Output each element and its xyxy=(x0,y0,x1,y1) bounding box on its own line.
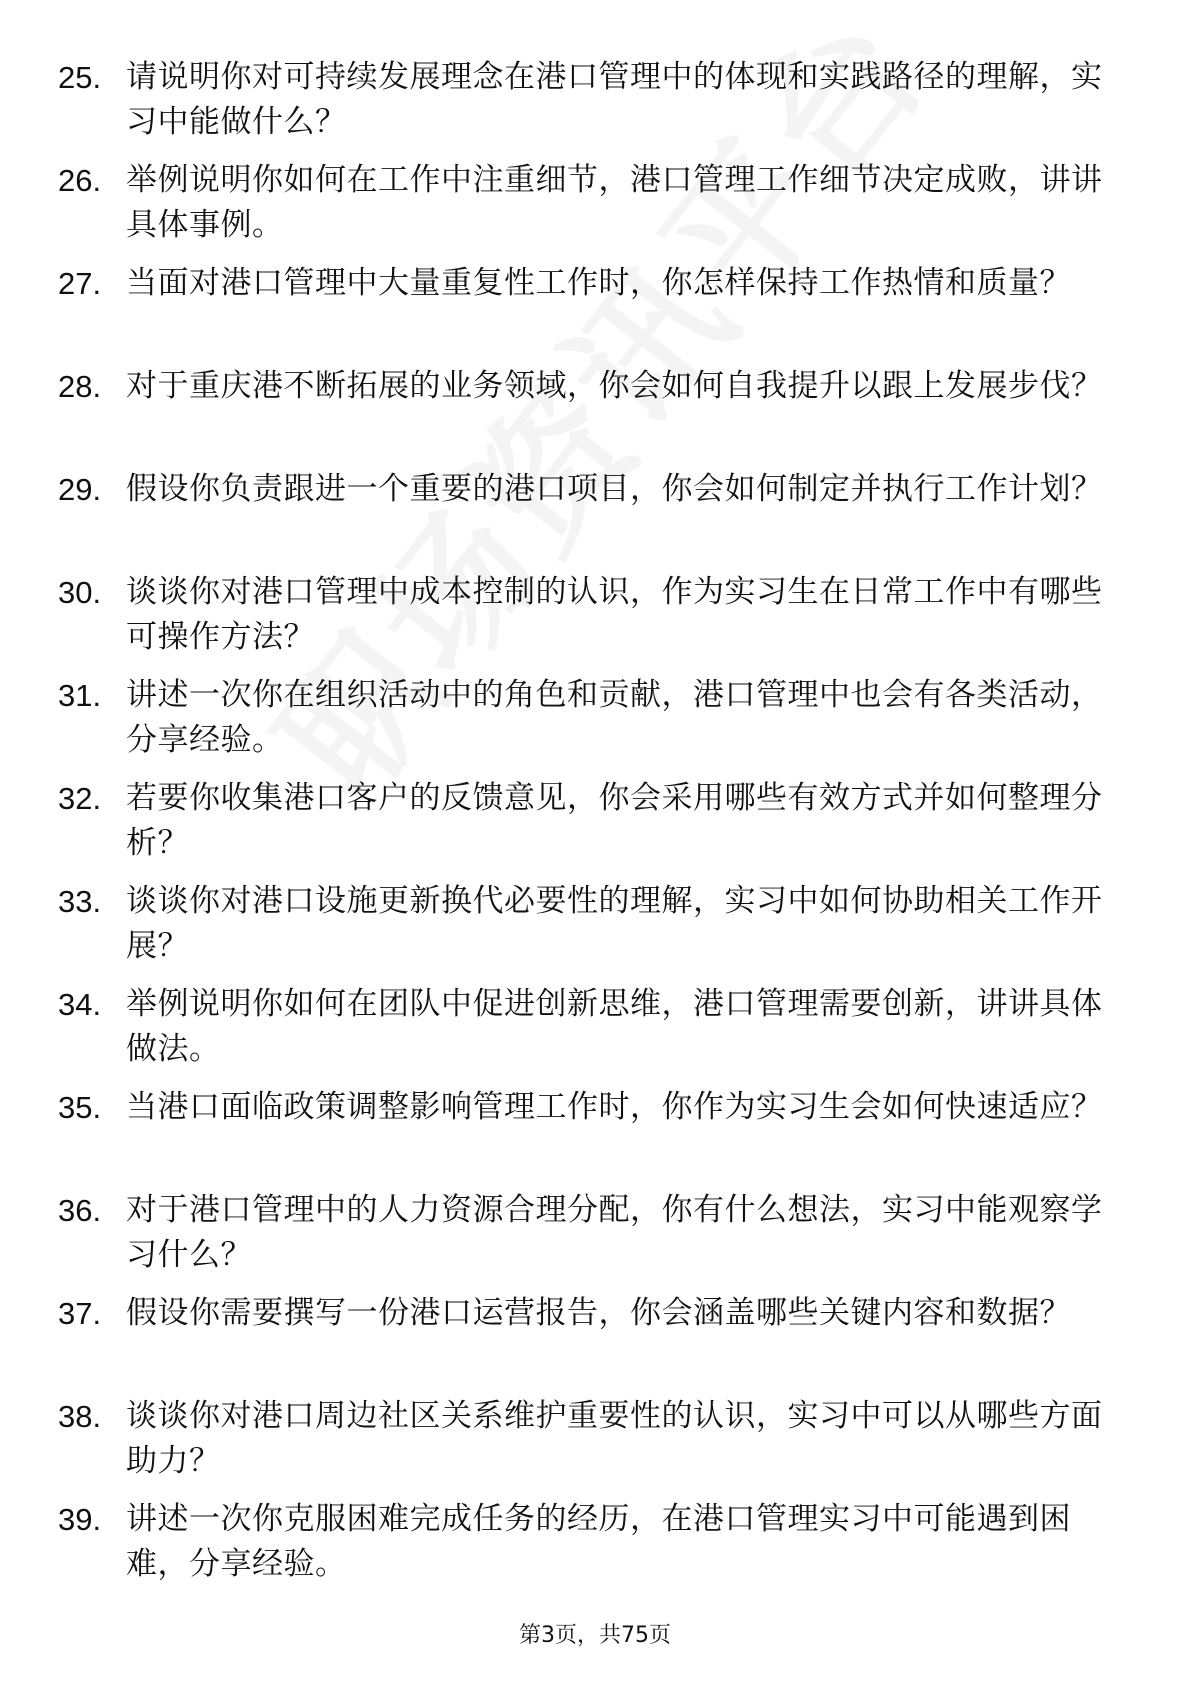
question-item xyxy=(58,982,1118,1085)
question-text: 谈谈你对港口周边社区关系维护重要性的认识，实习中可以从哪些方面助力？ xyxy=(126,1398,1103,1479)
question-number: 36. xyxy=(58,1193,102,1228)
question-number: 34. xyxy=(58,987,102,1022)
question-number: 29. xyxy=(58,472,102,507)
question-number: 32. xyxy=(58,781,102,816)
question-text: 当面对港口管理中大量重复性工作时，你怎样保持工作热情和质量？ xyxy=(126,265,1071,301)
question-item xyxy=(58,467,1118,570)
question-text: 若要你收集港口客户的反馈意见，你会采用哪些有效方式并如何整理分析？ xyxy=(126,780,1103,861)
question-item xyxy=(58,1188,1118,1291)
question-number: 27. xyxy=(58,266,102,301)
question-text: 讲述一次你在组织活动中的角色和贡献，港口管理中也会有各类活动，分享经验。 xyxy=(126,677,1103,758)
question-item xyxy=(58,1497,1118,1600)
question-item xyxy=(58,158,1118,261)
page-number-label: 第3页，共75页 xyxy=(519,1623,671,1648)
page-footer xyxy=(0,1618,1190,1649)
question-item xyxy=(58,879,1118,982)
question-text: 举例说明你如何在工作中注重细节，港口管理工作细节决定成败，讲讲具体事例。 xyxy=(126,162,1103,243)
question-number: 31. xyxy=(58,678,102,713)
question-number: 25. xyxy=(58,60,102,95)
question-item xyxy=(58,261,1118,364)
question-item xyxy=(58,364,1118,467)
question-number: 35. xyxy=(58,1090,102,1125)
question-text: 谈谈你对港口设施更新换代必要性的理解，实习中如何协助相关工作开展？ xyxy=(126,883,1103,964)
question-item xyxy=(58,1291,1118,1394)
question-number: 33. xyxy=(58,884,102,919)
question-number: 30. xyxy=(58,575,102,610)
question-text: 请说明你对可持续发展理念在港口管理中的体现和实践路径的理解，实习中能做什么？ xyxy=(126,59,1103,140)
question-item xyxy=(58,673,1118,776)
question-number: 39. xyxy=(58,1502,102,1537)
question-text: 举例说明你如何在团队中促进创新思维，港口管理需要创新，讲讲具体做法。 xyxy=(126,986,1103,1067)
question-number: 37. xyxy=(58,1296,102,1331)
question-number: 38. xyxy=(58,1399,102,1434)
question-item xyxy=(58,55,1118,158)
question-text: 谈谈你对港口管理中成本控制的认识，作为实习生在日常工作中有哪些可操作方法？ xyxy=(126,574,1103,655)
question-number: 28. xyxy=(58,369,102,404)
question-item xyxy=(58,776,1118,879)
question-item xyxy=(58,1085,1118,1188)
question-item xyxy=(58,1394,1118,1497)
question-text: 假设你负责跟进一个重要的港口项目，你会如何制定并执行工作计划？ xyxy=(126,471,1103,507)
question-text: 对于重庆港不断拓展的业务领域，你会如何自我提升以跟上发展步伐？ xyxy=(126,368,1103,404)
question-text: 假设你需要撰写一份港口运营报告，你会涵盖哪些关键内容和数据？ xyxy=(126,1295,1071,1331)
question-number: 26. xyxy=(58,163,102,198)
question-text: 当港口面临政策调整影响管理工作时，你作为实习生会如何快速适应？ xyxy=(126,1089,1103,1125)
question-item xyxy=(58,570,1118,673)
question-text: 讲述一次你克服困难完成任务的经历，在港口管理实习中可能遇到困难，分享经验。 xyxy=(126,1501,1071,1582)
question-text: 对于港口管理中的人力资源合理分配，你有什么想法，实习中能观察学习什么？ xyxy=(126,1192,1103,1273)
question-list xyxy=(58,55,1118,1600)
